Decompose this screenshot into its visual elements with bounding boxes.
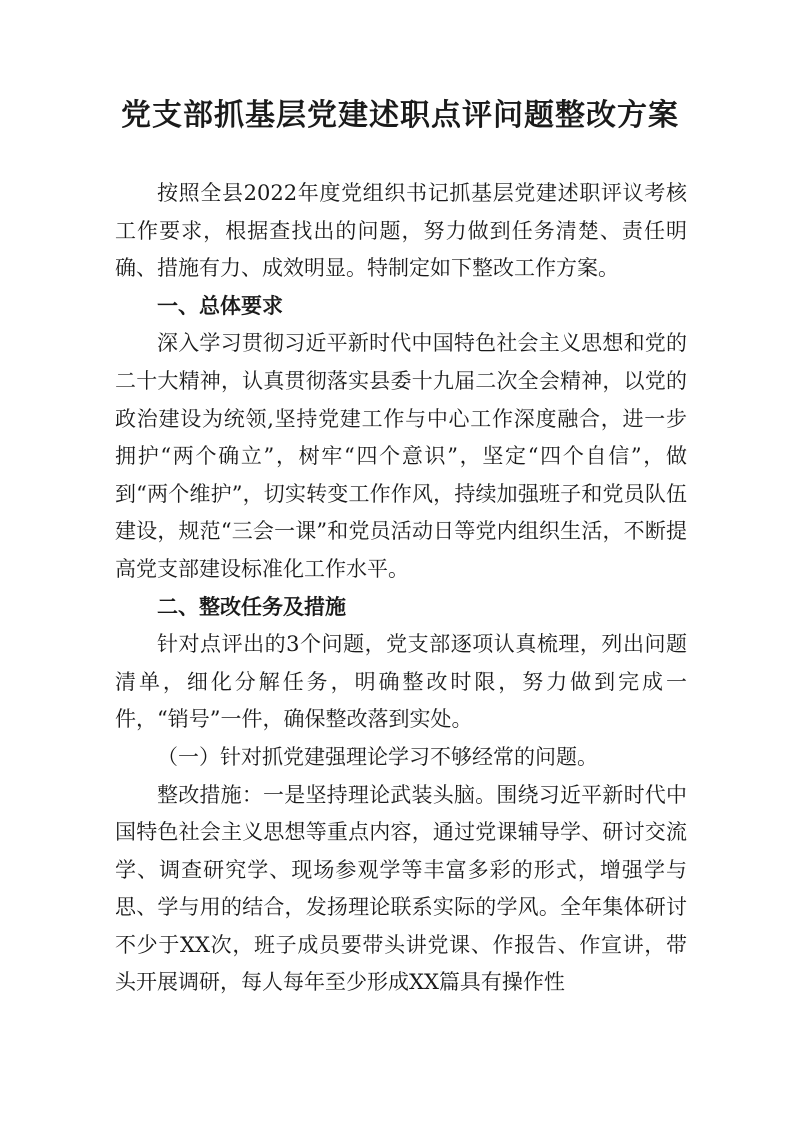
section-heading-general-requirements: 一、总体要求: [157, 293, 283, 318]
document-body: [115, 175, 687, 1002]
general-requirements-paragraph: 深入学习贯彻习近平新时代中国特色社会主义思想和党的二十大精神，认真贯彻落实县委十九届二次全会精神，以党的政治建设为统领,坚持党建工作与中心工作深度融合，进一步拥护“两个确立”，树牢“四个意识”，坚定“四个自信”，做到“两个维护”，切实转变工作作风，持续加强班子和党员队伍建设，规范“三会一课”和党员活动日等党内组织生活，不断提高党支部建设标准化工作水平。: [115, 331, 687, 581]
subsection-heading-1: （一）针对抓党建强理论学习不够经常的问题。: [157, 744, 598, 769]
document-title: 党支部抓基层党建述职点评问题整改方案: [121, 98, 679, 133]
tasks-intro-paragraph: 针对点评出的3个问题，党支部逐项认真梳理，列出问题清单，细化分解任务，明确整改时限，努力做到完成一件，“销号”一件，确保整改落到实处。: [115, 632, 687, 732]
measures-paragraph: 整改措施：一是坚持理论武装头脑。围绕习近平新时代中国特色社会主义思想等重点内容，通过党课辅导学、研讨交流学、调查研究学、现场参观学等丰富多彩的形式，增强学与思、学与用的结合，发扬理论联系实际的学风。全年集体研讨不少于XX次，班子成员要带头讲党课、作报告、作宣讲，带头开展调研，每人每年至少形成XX篇具有操作性: [115, 782, 687, 995]
intro-paragraph: 按照全县2022年度党组织书记抓基层党建述职评议考核工作要求，根据查找出的问题，努力做到任务清楚、责任明确、措施有力、成效明显。特制定如下整改工作方案。: [115, 181, 687, 281]
section-heading-tasks-and-measures: 二、整改任务及措施: [157, 594, 346, 619]
